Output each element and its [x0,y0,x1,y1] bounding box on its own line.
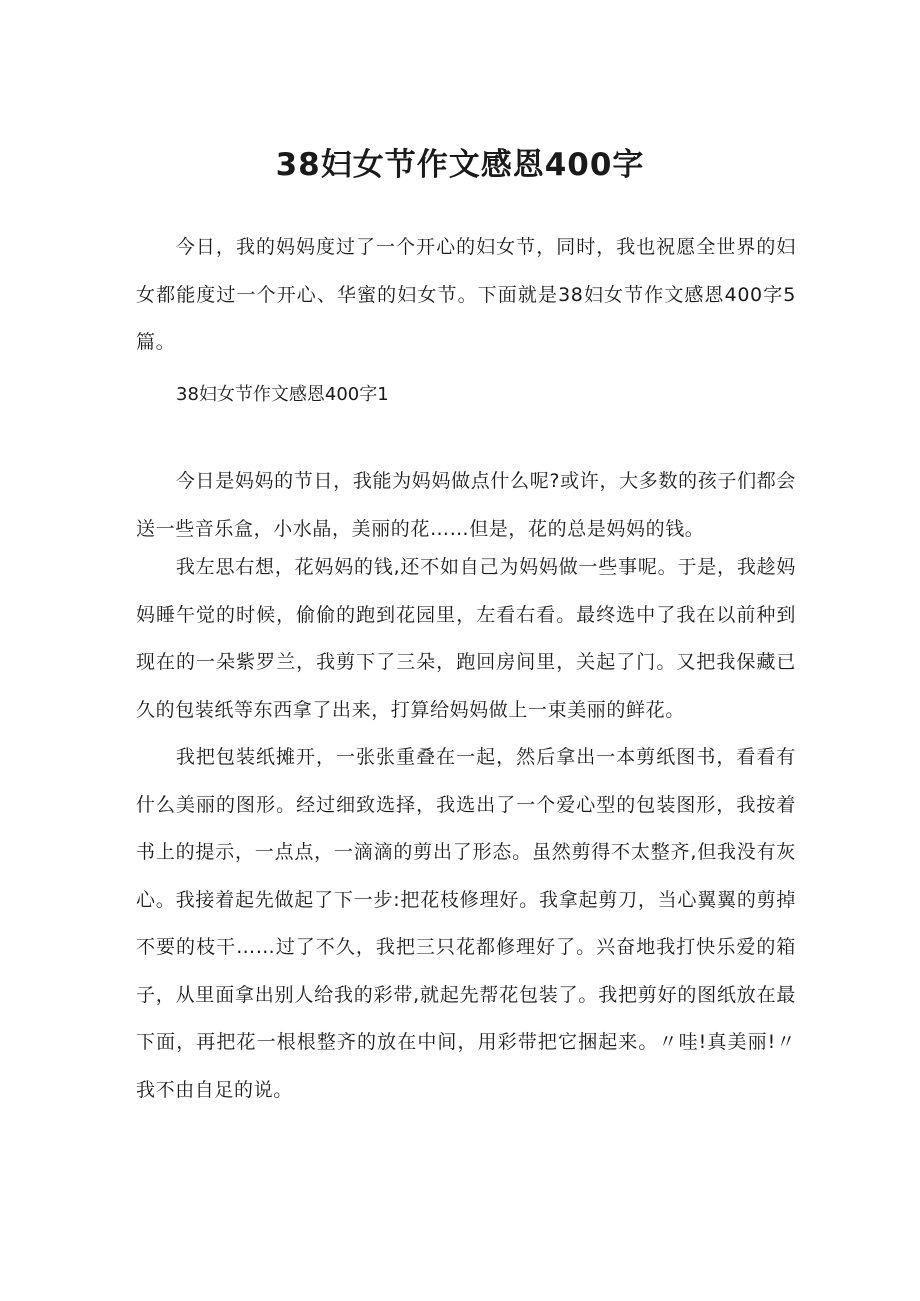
body-paragraph-2: 我左思右想，花妈妈的钱,还不如自己为妈妈做一些事呢。于是，我趁妈妈睡午觉的时候，偷偷的跑到花园里，左看右看。最终选中了我在以前种到现在的一朵紫罗兰，我剪下了三朵，跑回房间里，关起了门。又把我保藏已久的包装纸等东西拿了出来，打算给妈妈做上一束美丽的鲜花。 [136,556,796,721]
body-paragraph-1: 今日是妈妈的节日，我能为妈妈做点什么呢?或许，大多数的孩子们都会送一些音乐盒，小水晶，美丽的花……但是，花的总是妈妈的钱。 [136,470,796,540]
document-title: 38妇女节作文感恩400字 [275,147,645,183]
body-paragraph-3: 我把包装纸摊开，一张张重叠在一起，然后拿出一本剪纸图书，看看有什么美丽的图形。经过细致选择，我选出了一个爱心型的包装图形，我按着书上的提示，一点点，一滴滴的剪出了形态。虽然剪得不太整齐,但我没有灰心。我接着起先做起了下一步:把花枝修理好。我拿起剪刀，当心翼翼的剪掉不要的枝干……过了不久，我把三只花都修理好了。兴奋地我打快乐爱的箱子，从里面拿出别人给我的彩带,就起先帮花包装了。我把剪好的图纸放在最下面，再把花一根根整齐的放在中间，用彩带把它捆起来。〃哇!真美丽!〃我不由自足的说。 [136,746,796,1101]
intro-paragraph: 今日，我的妈妈度过了一个开心的妇女节，同时，我也祝愿全世界的妇女都能度过一个开心、华蜜的妇女节。下面就是38妇女节作文感恩400字5篇。 [136,236,796,353]
section-heading: 38妇女节作文感恩400字1 [176,384,389,405]
